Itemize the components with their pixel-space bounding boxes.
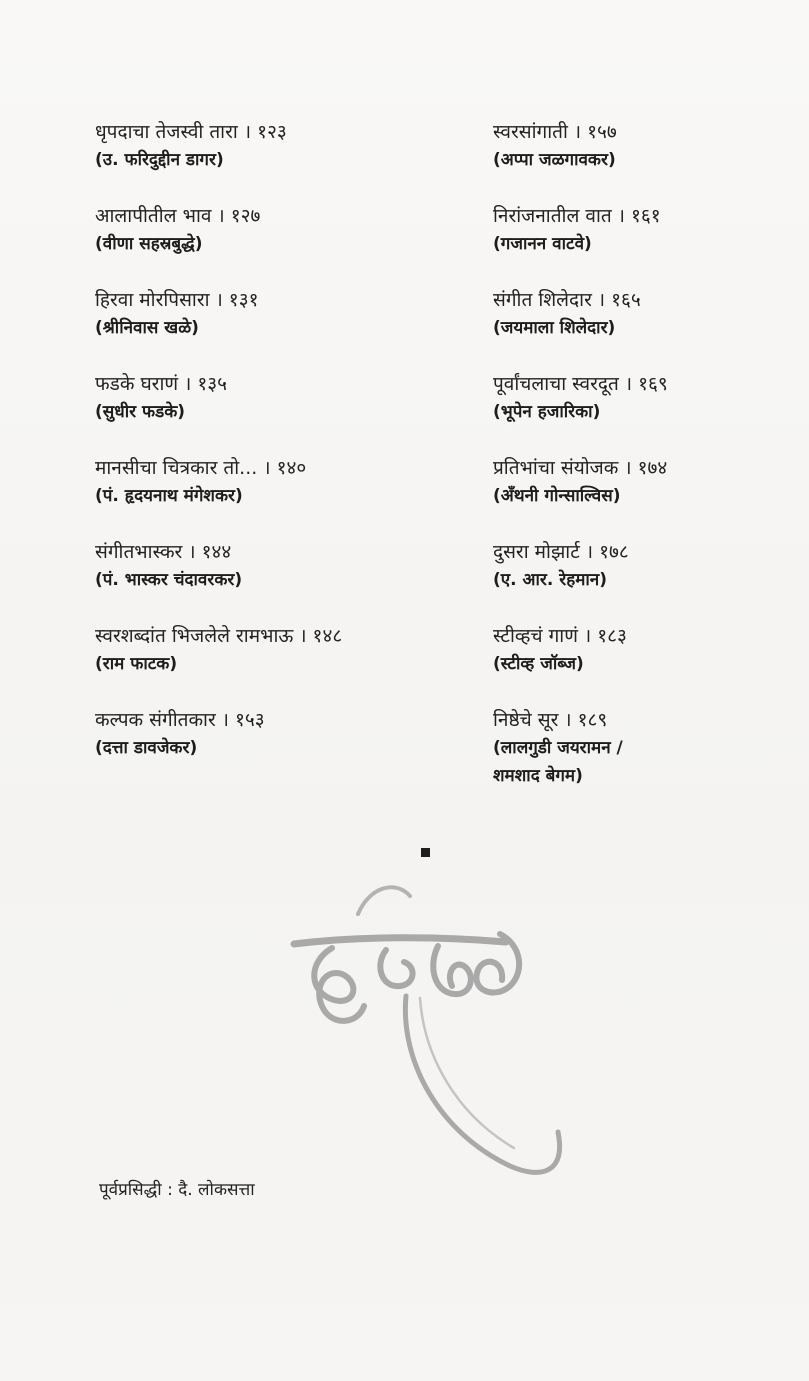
toc-entry bbox=[493, 706, 793, 790]
toc-entry-author: (पं. भास्कर चंदावरकर) bbox=[95, 570, 243, 590]
toc-entry bbox=[493, 538, 793, 622]
toc-entry-author: (ए. आर. रेहमान) bbox=[493, 570, 608, 590]
toc-entry-author: (श्रीनिवास खळे) bbox=[95, 318, 199, 338]
toc-entry-title: संगीत शिलेदार । १६५ bbox=[493, 289, 641, 311]
toc-entry-title: निष्ठेचे सूर । १८९ bbox=[493, 709, 608, 731]
toc-entry bbox=[493, 454, 793, 538]
toc-entry-title: हिरवा मोरपिसारा । १३१ bbox=[95, 289, 259, 311]
toc-entry-title: धृपदाचा तेजस्वी तारा । १२३ bbox=[95, 121, 287, 143]
toc-entry-author: (गजानन वाटवे) bbox=[493, 234, 592, 254]
logo-headline-stroke bbox=[294, 938, 506, 944]
logo-top-flourish bbox=[358, 887, 410, 914]
toc-entry-title: दुसरा मोझार्ट । १७८ bbox=[493, 541, 629, 563]
toc-entry bbox=[95, 202, 475, 286]
prior-publication-note: पूर्वप्रसिद्धी : दै. लोकसत्ता bbox=[99, 1180, 255, 1200]
toc-entry-title: संगीतभास्कर । १४४ bbox=[95, 541, 232, 563]
toc-entry-author: (वीणा सहस्रबुद्धे) bbox=[95, 234, 203, 254]
toc-entry-title: पूर्वांचलाचा स्वरदूत । १६९ bbox=[493, 373, 668, 395]
toc-entry-author: (सुधीर फडके) bbox=[95, 402, 186, 422]
toc-entry-title: स्वरशब्दांत भिजलेले रामभाऊ । १४८ bbox=[95, 625, 343, 647]
logo-ra-stroke bbox=[380, 950, 412, 986]
logo-tail-flourish bbox=[405, 996, 559, 1172]
toc-entry-author: (लालगुडी जयरामन / शमशाद बेगम) bbox=[493, 738, 623, 786]
toc-entry-author: (जयमाला शिलेदार) bbox=[493, 318, 616, 338]
toc-entry-title: प्रतिभांचा संयोजक । १७४ bbox=[493, 457, 668, 479]
toc-entry bbox=[95, 538, 475, 622]
toc-entry-author: (उ. फरिदुद्दीन डागर) bbox=[95, 150, 224, 170]
toc-entry-title: स्वरसांगाती । १५७ bbox=[493, 121, 617, 143]
toc-entry-author: (दत्ता डावजेकर) bbox=[95, 738, 198, 758]
title-calligraphy-logo bbox=[288, 870, 578, 1200]
toc-entry-title: कल्पक संगीतकार । १५३ bbox=[95, 709, 265, 731]
logo-su-stroke bbox=[314, 948, 364, 1021]
toc-entry-author: (भूपेन हजारिका) bbox=[493, 402, 601, 422]
section-end-square-icon bbox=[421, 848, 430, 857]
toc-entry-title: आलापीतील भाव । १२७ bbox=[95, 205, 261, 227]
toc-entry-author: (राम फाटक) bbox=[95, 654, 178, 674]
toc-left-column bbox=[95, 118, 475, 790]
toc-entry bbox=[95, 622, 475, 706]
toc-entry-author: (अँथनी गोन्साल्विस) bbox=[493, 486, 621, 506]
logo-shre-stroke bbox=[433, 946, 471, 994]
logo-tail-flourish-inner bbox=[420, 998, 514, 1148]
toc-right-column bbox=[493, 118, 793, 790]
toc-entry bbox=[493, 370, 793, 454]
toc-entry bbox=[95, 370, 475, 454]
toc-entry bbox=[95, 286, 475, 370]
toc-entry bbox=[493, 622, 793, 706]
toc-entry bbox=[95, 454, 475, 538]
toc-entry-author: (पं. हृदयनाथ मंगेशकर) bbox=[95, 486, 243, 506]
toc-entry-title: फडके घराणं । १३५ bbox=[95, 373, 228, 395]
toc-entry bbox=[493, 286, 793, 370]
toc-entry bbox=[493, 118, 793, 202]
toc-entry-title: मानसीचा चित्रकार तो... । १४० bbox=[95, 457, 307, 479]
toc-entry-title: निरांजनातील वात । १६१ bbox=[493, 205, 661, 227]
toc-entry bbox=[95, 118, 475, 202]
toc-entry-author: (अप्पा जळगावकर) bbox=[493, 150, 616, 170]
toc-entry bbox=[95, 706, 475, 790]
toc-entry-title: स्टीव्हचं गाणं । १८३ bbox=[493, 625, 627, 647]
toc-entry bbox=[493, 202, 793, 286]
toc-entry-author: (स्टीव्ह जॉब्ज) bbox=[493, 654, 584, 674]
